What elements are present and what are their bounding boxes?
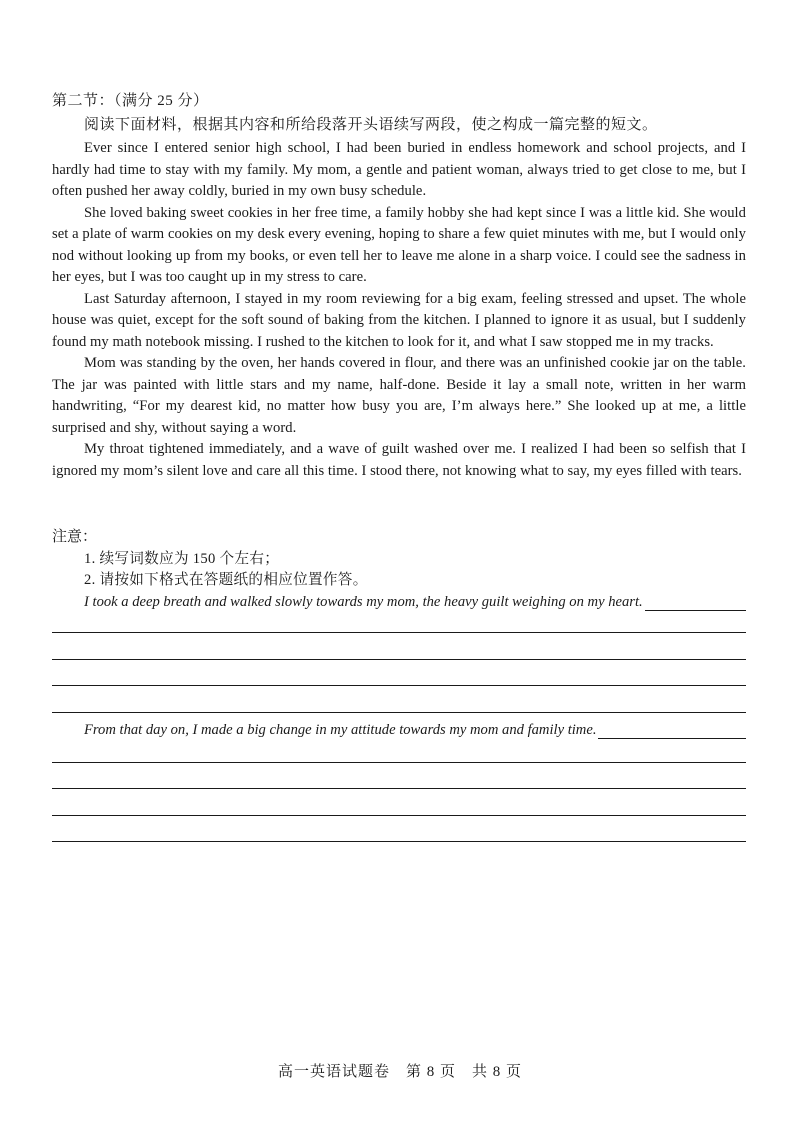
prompt-2-answer-line (598, 724, 746, 739)
answer-line (52, 762, 746, 763)
passage-paragraph-1: Ever since I entered senior high school, I had been buried in endless homework and school projects, and I hardly had time to stay with my family. My mom, a gentle and patient woman, always tried to get close to me, but I often pushed her away coldly, buried in my own busy schedule. (52, 140, 746, 199)
answer-line (52, 788, 746, 789)
reading-passage (52, 138, 746, 482)
notes-label: 注意： (52, 529, 98, 545)
prompt-1-text: I took a deep breath and walked slowly towards my mom, the heavy guilt weighing on my heart. (84, 594, 643, 610)
note-item-1: 1. 续写词数应为 150 个左右； (84, 551, 280, 567)
continuation-prompt-1 (84, 593, 746, 611)
page-footer: 高一英语试题卷 第 8 页 共 8 页 (277, 1064, 522, 1080)
answer-line (52, 712, 746, 713)
continuation-prompt-2 (84, 721, 746, 739)
answer-line (52, 815, 746, 816)
answer-line (52, 685, 746, 686)
answer-line (52, 659, 746, 660)
answer-line (52, 841, 746, 842)
section-title: 第二节：（满分 25 分） (52, 93, 209, 109)
passage-paragraph-3: Last Saturday afternoon, I stayed in my room reviewing for a big exam, feeling stressed and upset. The whole house was quiet, except for the soft sound of baking from the kitchen. I planned to ignore it as usual, but I suddenly found my math notebook missing. I rushed to the kitchen to look for it, and what I saw stopped me in my tracks. (52, 290, 746, 350)
passage-paragraph-4: Mom was standing by the oven, her hands covered in flour, and there was an unfinished cookie jar on the table. The jar was painted with little stars and my name, half-done. Beside it lay a small note, written in her warm handwriting, “For my dearest kid, no matter how busy you are, I’m always here.” She looked up at me, a little surprised and shy, without saying a word. (52, 355, 746, 436)
prompt-1-answer-line (645, 596, 746, 611)
passage-paragraph-2: She loved baking sweet cookies in her free time, a family hobby she had kept since I was a little kid. She would set a plate of warm cookies on my desk every evening, hoping to share a few quiet minutes with me, but I would only nod without looking up from my books, or even tell her to leave me alone in a sharp voice. I could see the sadness in her eyes, but I was too caught up in my stress to care. (52, 204, 746, 285)
passage-paragraph-5: My throat tightened immediately, and a wave of guilt washed over me. I realized I had been so selfish that I ignored my mom’s silent love and care all this time. I stood there, not knowing what to say, my eyes filled with tears. (52, 441, 746, 479)
section-instruction: 阅读下面材料，根据其内容和所给段落开头语续写两段，使之构成一篇完整的短文。 (84, 117, 658, 133)
answer-line (52, 632, 746, 633)
prompt-2-text: From that day on, I made a big change in my attitude towards my mom and family time. (84, 722, 597, 738)
note-item-2: 2. 请按如下格式在答题纸的相应位置作答。 (84, 572, 368, 588)
